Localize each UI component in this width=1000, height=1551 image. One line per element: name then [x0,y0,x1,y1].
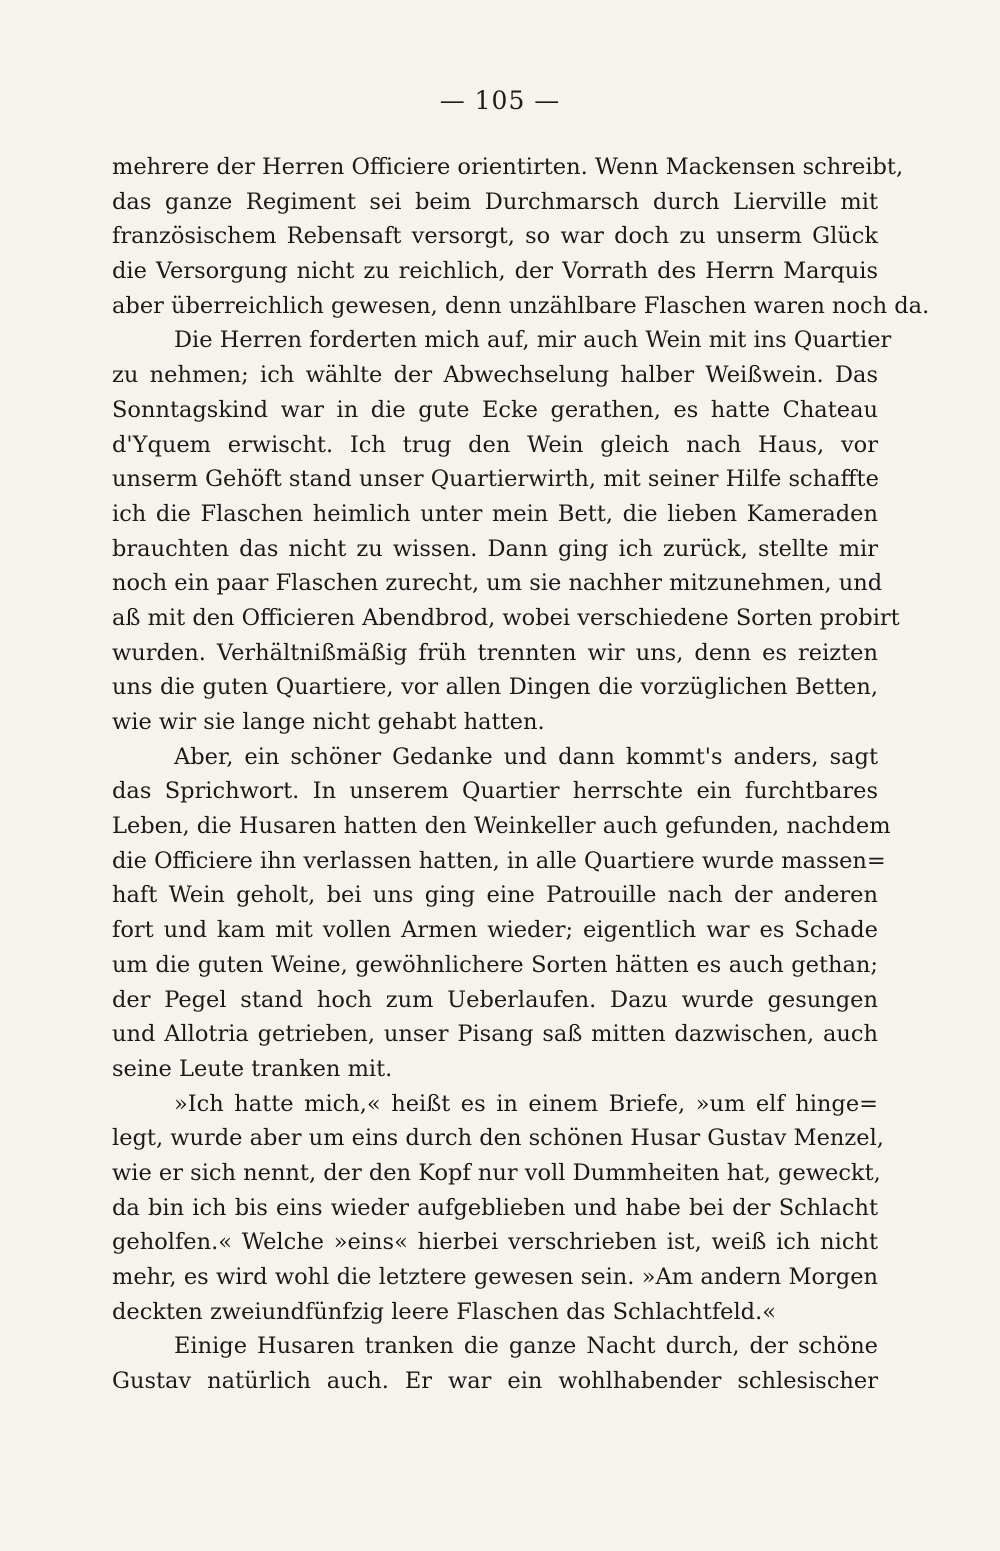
text-line: fort und kam mit vollen Armen wieder; eigentlich war es Schade [112,917,878,944]
text-line: wie wir sie lange nicht gehabt hatten. [112,709,545,735]
text-line: Einige Husaren tranken die ganze Nacht durch, der schöne [174,1333,878,1360]
text-line: da bin ich bis eins wieder aufgeblieben und habe bei der Schlacht [112,1194,878,1221]
text-line: noch ein paar Flaschen zurecht, um sie nachher mitzunehmen, und [112,570,883,597]
text-line: Gustav natürlich auch. Er war ein wohlhabender schlesischer [112,1368,878,1395]
text-line: wurden. Verhältnißmäßig früh trennten wir uns, denn es reizten [112,639,878,666]
text-line: seine Leute tranken mit. [112,1055,393,1082]
text-line: Die Herren forderten mich auf, mir auch Wein mit ins Quartier [174,327,892,354]
text-line: uns die guten Quartiere, vor allen Dingen die vorzüglichen Betten, [112,674,878,701]
text-line: der Pegel stand hoch zum Ueberlaufen. Dazu wurde gesungen [112,986,878,1013]
page-number-header: — 105 — [439,86,561,115]
text-line: französischem Rebensaft versorgt, so war doch zu unserm Glück [112,223,878,250]
text-line: zu nehmen; ich wählte der Abwechselung halber Weißwein. Das [112,362,878,389]
text-line: die Officiere ihn verlassen hatten, in alle Quartiere wurde massen= [112,847,886,874]
text-line: mehr, es wird wohl die letztere gewesen sein. »Am andern Morgen [112,1264,878,1290]
body-text [112,150,930,1399]
text-line: die Versorgung nicht zu reichlich, der Vorrath des Herrn Marquis [112,258,878,285]
text-line: unserm Gehöft stand unser Quartierwirth, mit seiner Hilfe schaffte [112,466,879,493]
text-line: haft Wein geholt, bei uns ging eine Patrouille nach der anderen [112,882,878,909]
text-line: Leben, die Husaren hatten den Weinkeller auch gefunden, nachdem [112,813,891,840]
text-line: Aber, ein schöner Gedanke und dann kommt's anders, sagt [174,743,878,770]
text-line: d'Yquem erwischt. Ich trug den Wein gleich nach Haus, vor [112,431,878,458]
text-line: Sonntagskind war in die gute Ecke gerathen, es hatte Chateau [112,396,878,423]
text-line: und Allotria getrieben, unser Pisang saß mitten dazwischen, auch [112,1021,878,1048]
text-line: um die guten Weine, gewöhnlichere Sorten hätten es auch gethan; [112,951,878,978]
text-line: mehrere der Herren Officiere orientirten. Wenn Mackensen schreibt, [112,154,904,180]
text-line: ich die Flaschen heimlich unter mein Bett, die lieben Kameraden [112,500,878,527]
text-line: brauchten das nicht zu wissen. Dann ging ich zurück, stellte mir [112,535,878,562]
text-line: wie er sich nennt, der den Kopf nur voll Dummheiten hat, geweckt, [112,1159,881,1186]
text-line: das Sprichwort. In unserem Quartier herrschte ein furchtbares [112,778,878,805]
text-line: deckten zweiundfünfzig leere Flaschen das Schlachtfeld.« [112,1298,777,1325]
text-line: aß mit den Officieren Abendbrod, wobei verschiedene Sorten probirt [112,604,900,631]
text-line: legt, wurde aber um eins durch den schönen Husar Gustav Menzel, [112,1125,884,1152]
text-line: »Ich hatte mich,« heißt es in einem Briefe, »um elf hinge= [174,1090,878,1117]
text-line: geholfen.« Welche »eins« hierbei verschrieben ist, weiß ich nicht [112,1229,878,1256]
text-line: das ganze Regiment sei beim Durchmarsch durch Lierville mit [112,188,878,215]
text-line: aber überreichlich gewesen, denn unzählbare Flaschen waren noch da. [112,292,930,319]
